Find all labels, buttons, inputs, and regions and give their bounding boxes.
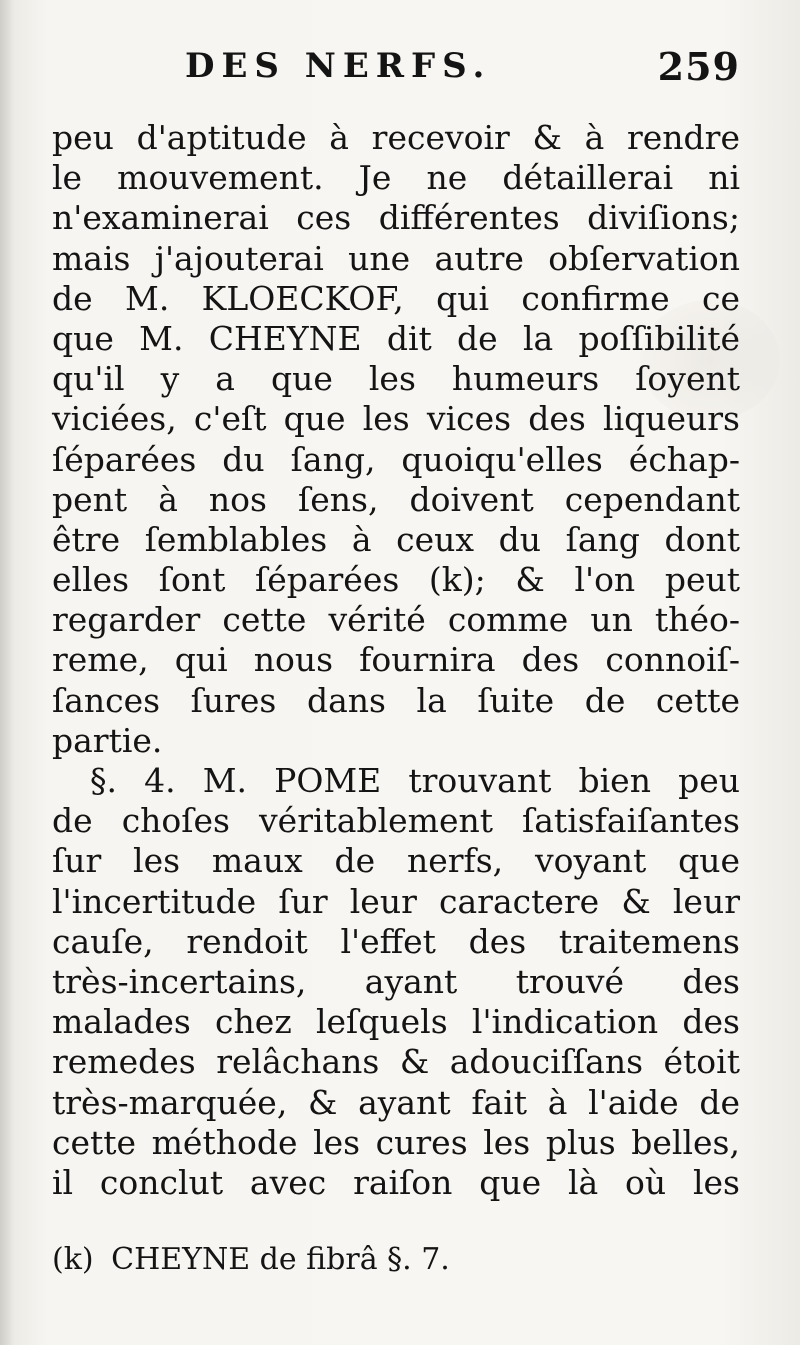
text-line: il conclut avec raiſon que là où les [52,1162,740,1202]
text-line: très-marquée, & ayant fait à l'aide de [52,1082,740,1122]
text-line: de choſes véritablement ſatisfaiſantes [52,801,740,841]
page-number: 259 [657,44,740,89]
footnote-mark: (k) [52,1242,94,1277]
running-title: DES NERFS. [185,46,492,86]
text-line: mais j'ajouterai une autre obſervation [52,238,740,278]
text-line: pent à nos ſens, doivent cependant [52,479,740,519]
body-text [52,118,740,1203]
text-line: peu d'aptitude à recevoir & à rendre [52,118,740,157]
text-line: cauſe, rendoit l'effet des traitemens [52,921,740,961]
footnote [52,1242,652,1277]
page-header [185,46,740,96]
text-line: n'examinerai ces différentes diviſions; [52,198,740,238]
text-line: qu'il y a que les humeurs ſoyent [52,359,740,399]
text-line: que M. CHEYNE dit de la poſſibilité [52,318,740,358]
text-line: viciées, c'eſt que les vices des liqueurs [52,399,740,439]
text-line: partie. [52,720,163,760]
text-line: de M. KLOECKOF, qui confirme ce [52,278,740,318]
text-line: elles ſont ſéparées (k); & l'on peut [52,560,740,600]
text-line: le mouvement. Je ne détaillerai ni [52,158,740,198]
text-line: très-incertains, ayant trouvé des [52,961,740,1001]
text-line: être ſemblables à ceux du ſang dont [52,519,740,559]
text-line: malades chez leſquels l'indication des [52,1002,740,1042]
text-line: reme, qui nous fournira des connoiſ- [52,640,740,680]
text-line: ſur les maux de nerfs, voyant que [52,841,740,881]
text-line: regarder cette vérité comme un théo- [52,600,740,640]
text-line: ſéparées du ſang, quoiqu'elles échap- [52,439,740,479]
footnote-text: CHEYNE de fibrâ §. 7. [111,1242,450,1277]
text-line: cette méthode les cures les plus belles, [52,1122,740,1162]
text-line: ſances ſures dans la ſuite de cette [52,680,740,720]
text-line: remedes relâchans & adouciſſans étoit [52,1042,740,1082]
page-edge-shadow [0,0,14,1345]
section-start-line: §. 4. M. POME trouvant bien peu [90,761,740,800]
text-line: l'incertitude ſur leur caractere & leur [52,881,740,921]
